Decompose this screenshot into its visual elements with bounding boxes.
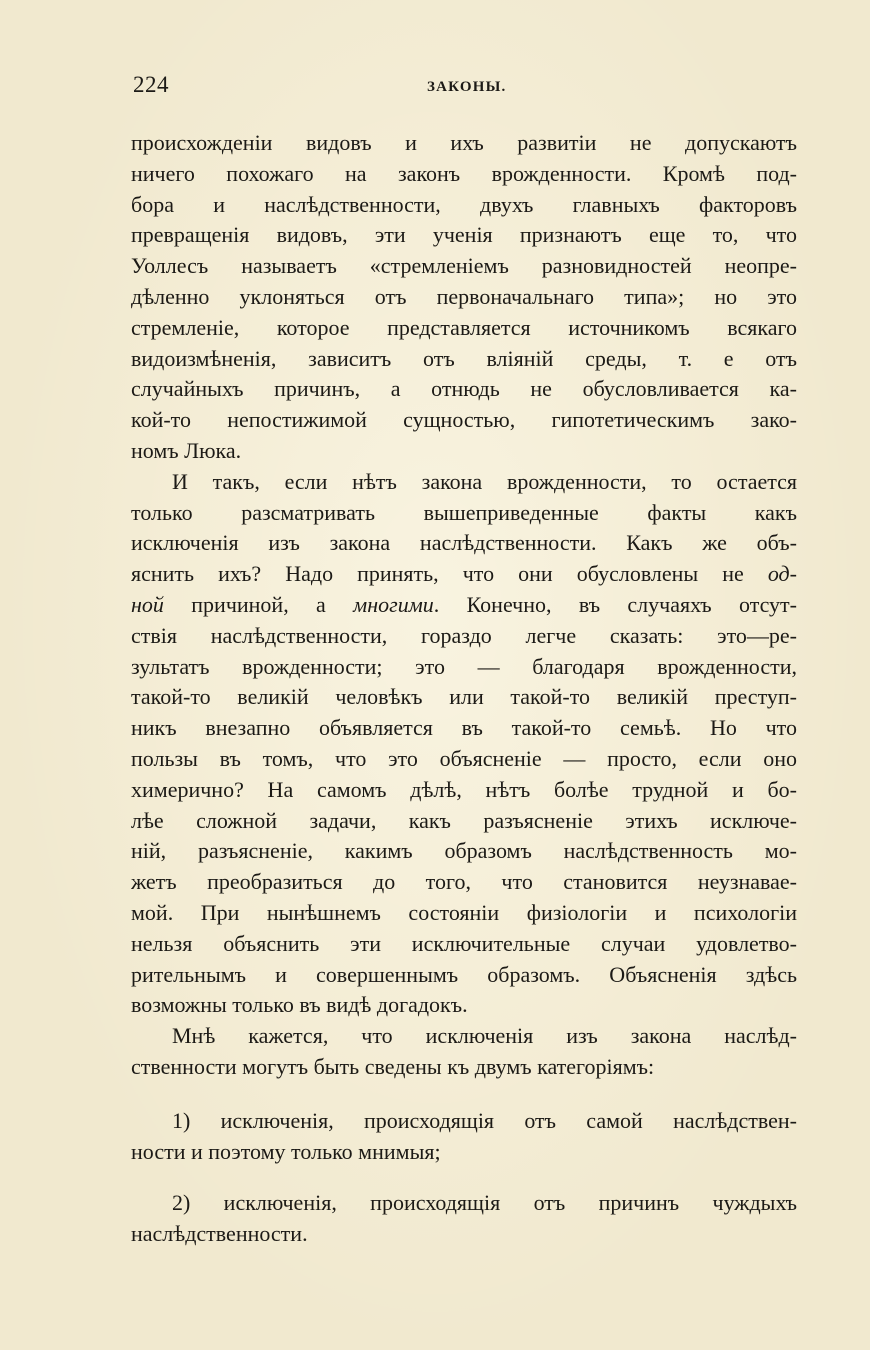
text-line: ничего похожаго на законъ врожденности. Кромѣ под-	[131, 160, 797, 186]
text-line: Уоллесъ называетъ «стремленіемъ разновидностей неопре-	[131, 253, 797, 279]
text-run: яснить ихъ? Надо принять, что они обусловлены не	[131, 561, 768, 587]
running-head: ЗАКОНЫ.	[427, 79, 507, 95]
text-line: превращенія видовъ, эти ученія признаютъ еще то, что	[131, 222, 797, 248]
text-line	[131, 559, 797, 590]
text-line: бора и наслѣдственности, двухъ главныхъ факторовъ	[131, 191, 797, 217]
list-item-line: ности и поэтому только мнимыя;	[131, 1138, 441, 1164]
list-item	[131, 1188, 797, 1250]
text-line: никъ внезапно объявляется въ такой-то семьѣ. Но что	[131, 715, 797, 741]
text-line	[131, 590, 797, 621]
text-line: исключенія изъ закона наслѣдственности. Какъ же объ-	[131, 530, 797, 556]
text-line: видоизмѣненія, зависитъ отъ вліяній среды, т. е отъ	[131, 345, 797, 371]
text-line: происхожденіи видовъ и ихъ развитіи не допускаютъ	[131, 130, 797, 155]
text-line: зультатъ врожденности; это — благодаря врожденности,	[131, 653, 797, 679]
text-line: Мнѣ кажется, что исключенія изъ закона наслѣд-	[172, 1023, 797, 1049]
text-line: номъ Люка.	[131, 437, 242, 463]
spacer	[131, 1083, 797, 1106]
text-line: жетъ преобразиться до того, что становится неузнавае-	[131, 869, 797, 895]
text-run: . Конечно, въ случаяхъ отсут-	[433, 591, 797, 617]
italic-text: многими	[353, 591, 434, 617]
text-line: мой. При нынѣшнемъ состояніи физіологіи и психологіи	[131, 899, 797, 925]
text-run: причиной, а	[163, 591, 354, 617]
spacer	[131, 1167, 797, 1188]
italic-text: од-	[767, 561, 797, 587]
list-item	[131, 1106, 797, 1168]
page-header	[133, 72, 793, 104]
text-line: рительнымъ и совершеннымъ образомъ. Объясненія здѣсь	[131, 961, 797, 987]
list-item-line: 1) исключенія, происходящія отъ самой наслѣдствен-	[172, 1107, 797, 1133]
text-line: лѣе сложной задачи, какъ разъясненіе этихъ исключе-	[131, 807, 797, 833]
text-line: нельзя объяснить эти исключительные случаи удовлетво-	[131, 930, 797, 956]
text-line: кой-то непостижимой сущностью, гипотетическимъ зако-	[131, 407, 797, 433]
text-line: пользы въ томъ, что это объясненіе — просто, если оно	[131, 745, 797, 771]
list-item-line: 2) исключенія, происходящія отъ причинъ чуждыхъ	[172, 1190, 797, 1216]
text-line: химерично? На самомъ дѣлѣ, нѣтъ болѣе трудной и бо-	[131, 776, 797, 802]
text-line: стремленіе, которое представляется источникомъ всякаго	[131, 314, 797, 340]
text-line: возможны только въ видѣ догадокъ.	[131, 992, 468, 1018]
page-body	[131, 128, 797, 1250]
italic-text: ной	[131, 591, 164, 617]
page-number: 224	[133, 72, 169, 97]
text-line: такой-то великій человѣкъ или такой-то великій преступ-	[131, 684, 797, 710]
text-line: случайныхъ причинъ, а отнюдь не обусловливается ка-	[131, 376, 797, 402]
text-line: дѣленно уклоняться отъ первоначальнаго типа»; но это	[131, 283, 797, 309]
text-line: только разсматривать вышеприведенные факты какъ	[131, 499, 797, 525]
text-line: ственности могутъ быть сведены къ двумъ категоріямъ:	[131, 1053, 655, 1079]
text-line: И такъ, если нѣтъ закона врожденности, то остается	[172, 468, 797, 494]
text-line: ствія наслѣдственности, гораздо легче сказать: это—ре-	[131, 622, 797, 648]
list-item-line: наслѣдственности.	[131, 1221, 308, 1247]
text-line: ній, разъясненіе, какимъ образомъ наслѣдственность мо-	[131, 838, 797, 864]
paragraph-block	[131, 128, 797, 1083]
